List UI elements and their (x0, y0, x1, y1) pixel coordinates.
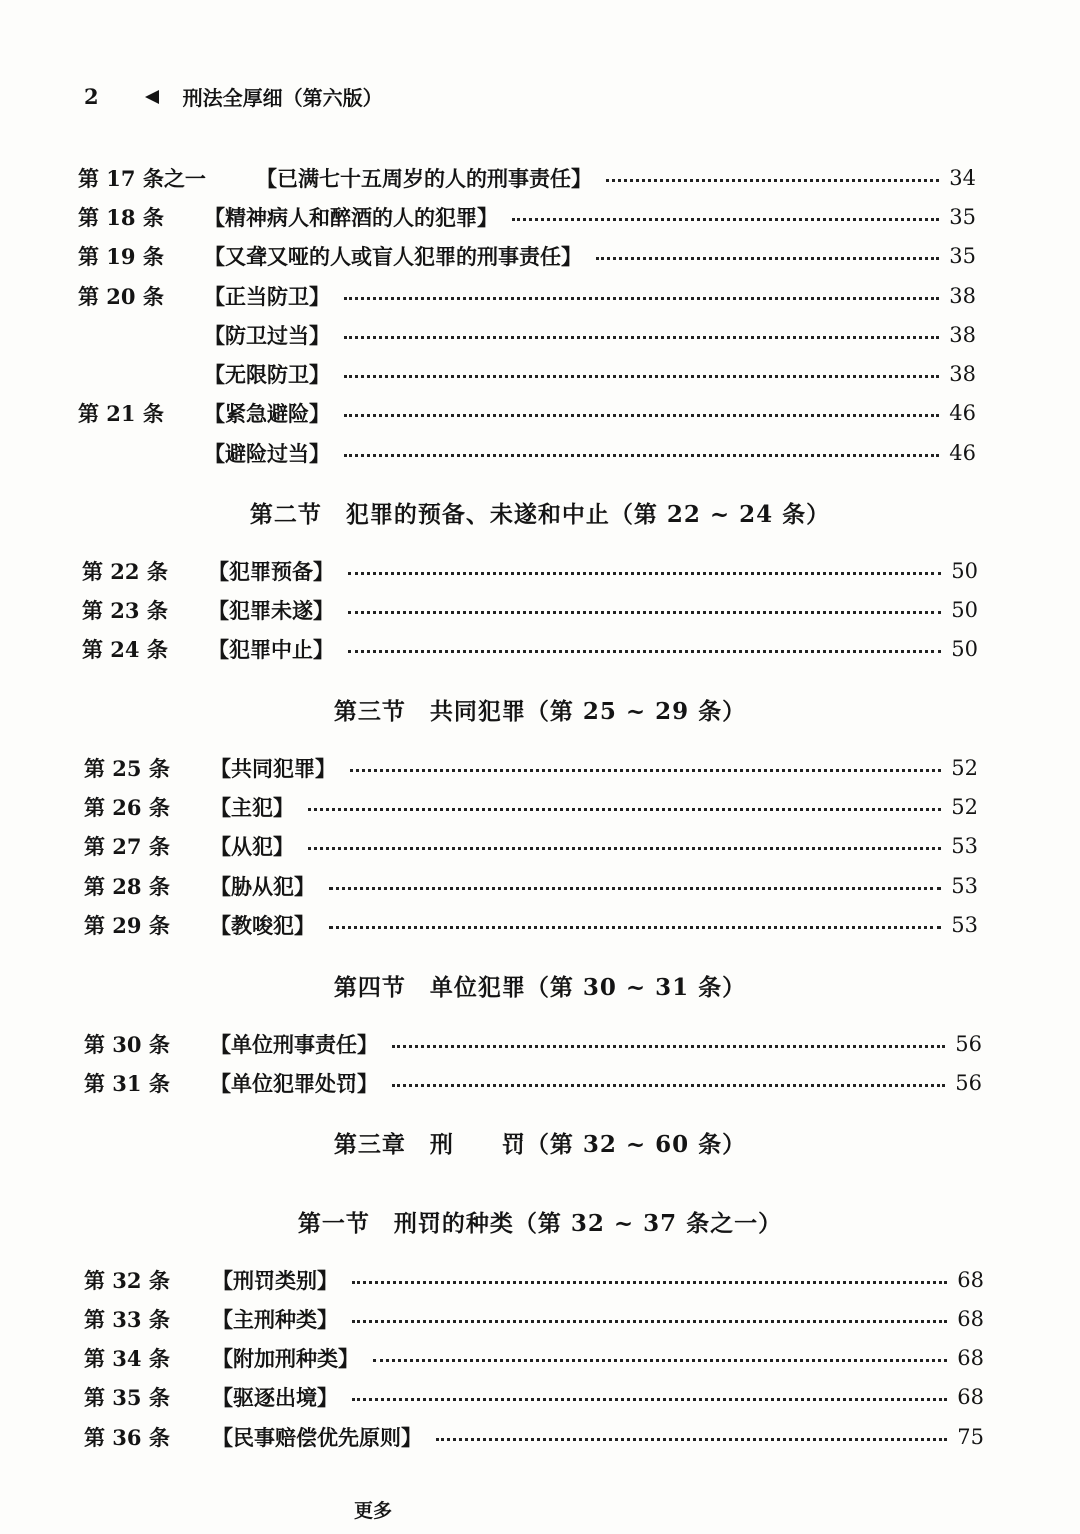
toc-entry-title: 【民事赔偿优先原则】 (212, 1426, 422, 1450)
toc-entry-title: 【单位刑事责任】 (210, 1033, 378, 1057)
toc-entry-title: 【主犯】 (210, 796, 294, 820)
toc-entry-title: 【胁从犯】 (210, 875, 315, 899)
toc-article-number: 第 33 条 (84, 1307, 170, 1332)
toc-page-number: 50 (951, 637, 978, 661)
toc-page-number: 38 (949, 362, 976, 386)
toc-entry-title: 【犯罪中止】 (208, 638, 334, 662)
page-number: 2 (84, 84, 99, 109)
toc-entry-title: 【从犯】 (210, 835, 294, 859)
toc-page-number: 53 (951, 834, 978, 858)
toc-entry[interactable] (78, 241, 976, 271)
toc-article-number: 第 25 条 (84, 756, 170, 781)
toc-leader-dots (373, 1359, 947, 1362)
toc-page-number: 35 (949, 244, 976, 268)
toc-entry[interactable] (78, 202, 976, 232)
toc-page-number: 46 (949, 441, 976, 465)
toc-article-number: 第 29 条 (84, 913, 170, 938)
toc-entry[interactable] (78, 320, 976, 350)
toc-entry-title: 【避险过当】 (204, 442, 330, 466)
toc-article-number: 第 23 条 (82, 598, 168, 623)
section-heading: 第四节 单位犯罪（第 30 ~ 31 条） (333, 974, 747, 1001)
toc-page-number: 68 (957, 1307, 984, 1331)
toc-entry[interactable] (84, 792, 978, 822)
toc-leader-dots (308, 847, 941, 850)
toc-entry[interactable] (84, 1382, 984, 1412)
section-heading: 第二节 犯罪的预备、未遂和中止（第 22 ~ 24 条） (249, 501, 831, 528)
toc-entry[interactable] (78, 398, 976, 428)
toc-entry-title: 【正当防卫】 (204, 285, 330, 309)
more-link[interactable]: 更多 (354, 1500, 393, 1522)
toc-leader-dots (344, 454, 939, 457)
toc-leader-dots (352, 1398, 947, 1401)
toc-entry-title: 【又聋又哑的人或盲人犯罪的刑事责任】 (204, 245, 582, 269)
toc-leader-dots (348, 572, 941, 575)
toc-entry-title: 【附加刑种类】 (212, 1347, 359, 1371)
toc-page-number: 68 (957, 1268, 984, 1292)
toc-leader-dots (329, 887, 941, 890)
toc-page-number: 35 (949, 205, 976, 229)
toc-leader-dots (348, 650, 941, 653)
toc-leader-dots (350, 769, 941, 772)
toc-leader-dots (344, 297, 939, 300)
toc-article-number: 第 30 条 (84, 1032, 170, 1057)
toc-entry[interactable] (84, 1343, 984, 1373)
toc-leader-dots (392, 1045, 945, 1048)
toc-entry[interactable] (84, 910, 978, 940)
toc-entry-title: 【单位犯罪处罚】 (210, 1072, 378, 1096)
toc-entry[interactable] (84, 831, 978, 861)
toc-entry[interactable] (84, 871, 978, 901)
toc-entry[interactable] (84, 1265, 984, 1295)
toc-leader-dots (344, 375, 939, 378)
toc-entry-title: 【已满七十五周岁的人的刑事责任】 (256, 167, 592, 191)
toc-entry-title: 【犯罪预备】 (208, 560, 334, 584)
toc-page-number: 53 (951, 874, 978, 898)
toc-entry[interactable] (78, 359, 976, 389)
toc-article-number: 第 24 条 (82, 637, 168, 662)
toc-article-number: 第 32 条 (84, 1268, 170, 1293)
page-header (84, 82, 383, 111)
toc-entry-title: 【精神病人和醉酒的人的犯罪】 (204, 206, 498, 230)
toc-leader-dots (352, 1281, 947, 1284)
toc-article-number: 第 27 条 (84, 834, 170, 859)
toc-article-number: 第 26 条 (84, 795, 170, 820)
toc-article-number: 第 34 条 (84, 1346, 170, 1371)
toc-entry-title: 【无限防卫】 (204, 363, 330, 387)
toc-entry[interactable] (78, 438, 976, 468)
book-title: 刑法全厚细（第六版） (182, 86, 383, 110)
toc-leader-dots (348, 611, 941, 614)
toc-page-number: 56 (955, 1032, 982, 1056)
toc-page-number: 52 (951, 795, 978, 819)
toc-article-number: 第 31 条 (84, 1071, 170, 1096)
toc-entry-title: 【主刑种类】 (212, 1308, 338, 1332)
toc-entry-title: 【紧急避险】 (204, 402, 330, 426)
toc-entry[interactable] (78, 163, 976, 193)
toc-entry[interactable] (82, 595, 978, 625)
toc-page-number: 46 (949, 401, 976, 425)
toc-page-number: 34 (949, 166, 976, 190)
toc-page-number: 38 (949, 323, 976, 347)
toc-entry-title: 【犯罪未遂】 (208, 599, 334, 623)
toc-article-number: 第 22 条 (82, 559, 168, 584)
toc-entry[interactable] (84, 1304, 984, 1334)
toc-entry[interactable] (84, 753, 978, 783)
toc-entry[interactable] (82, 634, 978, 664)
toc-article-number: 第 17 条之一 (78, 166, 206, 191)
toc-page-number: 56 (955, 1071, 982, 1095)
toc-page-number: 75 (957, 1425, 984, 1449)
toc-page-number: 68 (957, 1346, 984, 1370)
toc-article-number: 第 20 条 (78, 284, 164, 309)
toc-entry[interactable] (84, 1422, 984, 1452)
chapter-heading: 第三章 刑 罚（第 32 ~ 60 条） (333, 1131, 747, 1158)
toc-leader-dots (512, 218, 939, 221)
toc-leader-dots (392, 1084, 945, 1087)
toc-entry[interactable] (84, 1068, 982, 1098)
toc-entry-title: 【共同犯罪】 (210, 757, 336, 781)
toc-leader-dots (436, 1438, 947, 1441)
toc-entry[interactable] (84, 1029, 982, 1059)
toc-entry-title: 【防卫过当】 (204, 324, 330, 348)
toc-article-number: 第 21 条 (78, 401, 164, 426)
left-triangle-icon (145, 90, 159, 104)
section-heading: 第三节 共同犯罪（第 25 ~ 29 条） (333, 698, 747, 725)
toc-leader-dots (344, 336, 939, 339)
toc-article-number: 第 35 条 (84, 1385, 170, 1410)
toc-entry-title: 【刑罚类别】 (212, 1269, 338, 1293)
toc-article-number: 第 18 条 (78, 205, 164, 230)
toc-leader-dots (344, 414, 939, 417)
toc-entry[interactable] (82, 556, 978, 586)
toc-article-number: 第 19 条 (78, 244, 164, 269)
toc-leader-dots (308, 808, 941, 811)
toc-page-number: 38 (949, 284, 976, 308)
toc-article-number: 第 28 条 (84, 874, 170, 899)
toc-leader-dots (352, 1320, 947, 1323)
toc-leader-dots (606, 179, 939, 182)
toc-article-number: 第 36 条 (84, 1425, 170, 1450)
toc-page-number: 50 (951, 598, 978, 622)
toc-entry-title: 【教唆犯】 (210, 914, 315, 938)
toc-entry[interactable] (78, 281, 976, 311)
section-heading: 第一节 刑罚的种类（第 32 ~ 37 条之一） (297, 1210, 783, 1237)
toc-leader-dots (329, 926, 941, 929)
toc-leader-dots (596, 257, 939, 260)
toc-page-number: 68 (957, 1385, 984, 1409)
toc-page-number: 52 (951, 756, 978, 780)
toc-page-number: 50 (951, 559, 978, 583)
toc-page-number: 53 (951, 913, 978, 937)
toc-entry-title: 【驱逐出境】 (212, 1386, 338, 1410)
